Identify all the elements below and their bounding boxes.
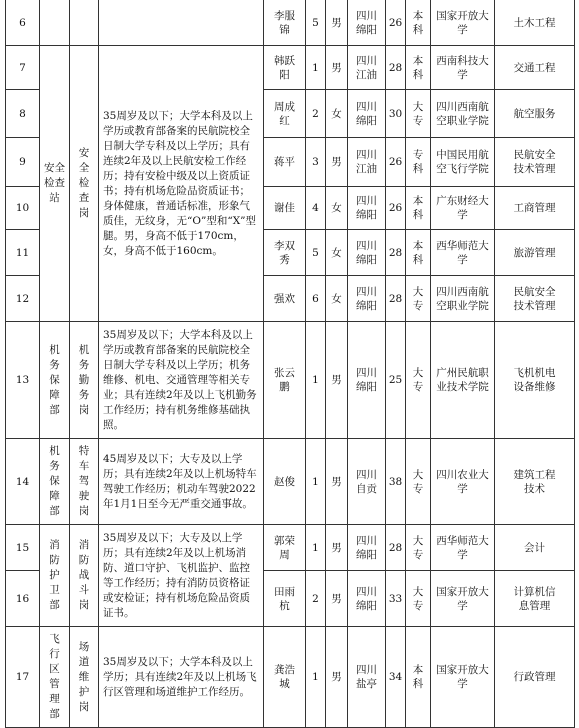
education: 大专	[412, 285, 424, 312]
origin: 四川江油	[356, 149, 377, 175]
sex: 男	[326, 439, 348, 525]
origin: 四川盐亭	[356, 664, 377, 690]
school: 国家开放大学	[436, 9, 489, 36]
requirements-cell: 45周岁及以下；大专及以上学历；具有连续2年及以上机场特车驾驶工作经历；机动车驾驶2022年1月1日至今无严重交通事故。	[99, 439, 264, 525]
requirements-cell: 35周岁及以下；大学本科及以上学历或教育部备案的民航院校全日制大学专科及以上学历；机务维修、机电、交通管理等相关专业；具有连续2年及以上飞机勤务工作经历；持有机务维修基础执照。	[99, 322, 264, 439]
rank: 4	[306, 187, 326, 230]
age: 28	[386, 276, 406, 322]
dept-cell	[40, 0, 70, 46]
sex: 男	[326, 571, 348, 627]
origin: 四川绵阳	[356, 239, 377, 266]
major: 飞机机电设备维修	[513, 367, 556, 393]
post-cell: 机务勤务岗	[78, 343, 90, 416]
table-row	[6, 525, 575, 571]
rank: 1	[306, 525, 326, 571]
post-cell: 场道维护岗	[78, 640, 90, 713]
education: 本科	[412, 195, 424, 221]
table-row	[6, 627, 575, 728]
age: 28	[386, 525, 406, 571]
sex: 男	[326, 322, 348, 439]
rank: 5	[306, 0, 326, 46]
age: 28	[386, 46, 406, 90]
row-number: 15	[6, 525, 40, 571]
school: 西华师范大学	[436, 239, 489, 266]
post-cell: 特车驾驶岗	[78, 445, 90, 517]
education: 大专	[412, 585, 424, 612]
row-number: 17	[6, 627, 40, 728]
education: 本科	[412, 54, 424, 81]
age: 38	[386, 439, 406, 525]
education: 本科	[412, 239, 424, 266]
education: 大专	[412, 367, 424, 393]
row-number: 9	[6, 138, 40, 187]
requirements-cell: 35周岁及以下；大专及以上学历；具有连续2年及以上机场消防、道口守护、飞机监护、监控等工作经历；持有消防员资格证或安检证；持有机场危险品资质证书。	[99, 525, 264, 627]
rank: 6	[306, 276, 326, 322]
candidate-name: 李双秀	[274, 239, 295, 266]
school: 西南科技大学	[436, 54, 489, 81]
age: 26	[386, 0, 406, 46]
dept-cell: 消防护卫部	[49, 539, 60, 611]
education: 大专	[412, 100, 424, 127]
row-number: 13	[6, 322, 40, 439]
origin: 四川绵阳	[356, 585, 377, 612]
row-number: 6	[6, 0, 40, 46]
sex: 男	[326, 0, 348, 46]
candidate-name: 李服锦	[274, 9, 295, 36]
table-row	[6, 46, 575, 90]
candidate-name: 韩跃阳	[274, 54, 295, 81]
post-cell: 安全检查岗	[78, 147, 90, 219]
age: 25	[386, 322, 406, 439]
school: 广州民航职业技术学院	[436, 367, 489, 393]
age: 33	[386, 571, 406, 627]
major: 民航安全技术管理	[513, 285, 556, 312]
table-row	[6, 322, 575, 439]
rank: 5	[306, 230, 326, 276]
major: 航空服务	[513, 107, 556, 120]
rank: 3	[306, 138, 326, 187]
school: 四川西南航空职业学院	[436, 100, 489, 127]
requirements-cell: 35周岁及以下；大学本科及以上学历；具有连续2年及以上机场飞行区管理和场道维护工作经历。	[99, 627, 264, 728]
school: 国家开放大学	[436, 585, 489, 612]
major: 旅游管理	[513, 246, 556, 259]
table-row	[6, 439, 575, 525]
row-number: 12	[6, 276, 40, 322]
row-number: 8	[6, 90, 40, 138]
origin: 四川绵阳	[356, 534, 377, 561]
candidate-name: 谢佳	[274, 202, 295, 214]
major: 计算机信息管理	[513, 585, 556, 612]
origin: 四川自贡	[356, 468, 377, 495]
origin: 四川绵阳	[356, 195, 377, 221]
rank: 1	[306, 322, 326, 439]
sex: 男	[326, 46, 348, 90]
education: 大专	[412, 468, 424, 495]
recruitment-table	[5, 0, 575, 728]
school: 中国民用航空飞行学院	[436, 149, 489, 175]
sex: 男	[326, 627, 348, 728]
age: 28	[386, 230, 406, 276]
major: 土木工程	[513, 16, 556, 29]
major: 建筑工程技术	[513, 468, 556, 495]
major: 民航安全技术管理	[513, 149, 556, 175]
major: 交通工程	[513, 61, 556, 74]
school: 四川农业大学	[436, 468, 489, 495]
school: 国家开放大学	[436, 664, 489, 690]
row-number: 14	[6, 439, 40, 525]
candidate-name: 蒋平	[274, 156, 295, 168]
major: 行政管理	[513, 671, 556, 683]
rank: 1	[306, 46, 326, 90]
education: 本科	[412, 664, 424, 690]
origin: 四川绵阳	[356, 100, 377, 127]
sex: 女	[326, 90, 348, 138]
candidate-name: 田雨杭	[274, 585, 295, 612]
school: 广东财经大学	[436, 195, 489, 221]
row-number: 11	[6, 230, 40, 276]
candidate-name: 赵俊	[274, 475, 295, 488]
age: 30	[386, 90, 406, 138]
age: 26	[386, 138, 406, 187]
school: 西华师范大学	[436, 534, 489, 561]
candidate-name: 张云鹏	[274, 367, 295, 393]
sex: 女	[326, 187, 348, 230]
row-number: 10	[6, 187, 40, 230]
candidate-name: 郭荣周	[274, 534, 295, 561]
rank: 1	[306, 627, 326, 728]
requirements-cell: 35周岁及以下；大学本科及以上学历或教育部备案的民航院校全日制大学专科及以上学历；具有连续2年及以上民航安检工作经历；持有安检中级及以上资质证书；持有机场危险品资质证书；身体健康，普通话标准，形象气质佳，无纹身，无“O”型和“X”型腿。男，身高不低于170cm，女，身高不低于160cm。	[99, 46, 264, 322]
requirements-cell	[99, 0, 264, 46]
origin: 四川绵阳	[356, 9, 377, 36]
row-number: 16	[6, 571, 40, 627]
table-row	[6, 0, 575, 46]
education: 本科	[412, 9, 424, 36]
candidate-name: 周成红	[274, 100, 295, 127]
row-number: 7	[6, 46, 40, 90]
sex: 女	[326, 276, 348, 322]
dept-cell: 机务保障部	[49, 343, 60, 416]
major: 会计	[524, 541, 545, 554]
sex: 男	[326, 138, 348, 187]
dept-cell: 机务保障部	[49, 445, 60, 517]
origin: 四川绵阳	[356, 285, 377, 312]
origin: 四川绵阳	[356, 367, 377, 393]
dept-cell: 飞行区管理部	[49, 633, 60, 720]
education: 专科	[412, 149, 424, 175]
sex: 女	[326, 230, 348, 276]
sex: 男	[326, 525, 348, 571]
candidate-name: 龚浩城	[274, 664, 295, 690]
rank: 2	[306, 571, 326, 627]
rank: 2	[306, 90, 326, 138]
post-cell: 消防战斗岗	[78, 539, 90, 611]
age: 26	[386, 187, 406, 230]
major: 工商管理	[513, 202, 556, 214]
post-cell	[70, 0, 99, 46]
rank: 1	[306, 439, 326, 525]
age: 34	[386, 627, 406, 728]
origin: 四川江油	[356, 54, 377, 81]
candidate-name: 强欢	[274, 292, 295, 305]
education: 大专	[412, 534, 424, 561]
school: 四川西南航空职业学院	[436, 285, 489, 312]
dept-cell: 安全检查站	[44, 162, 65, 204]
